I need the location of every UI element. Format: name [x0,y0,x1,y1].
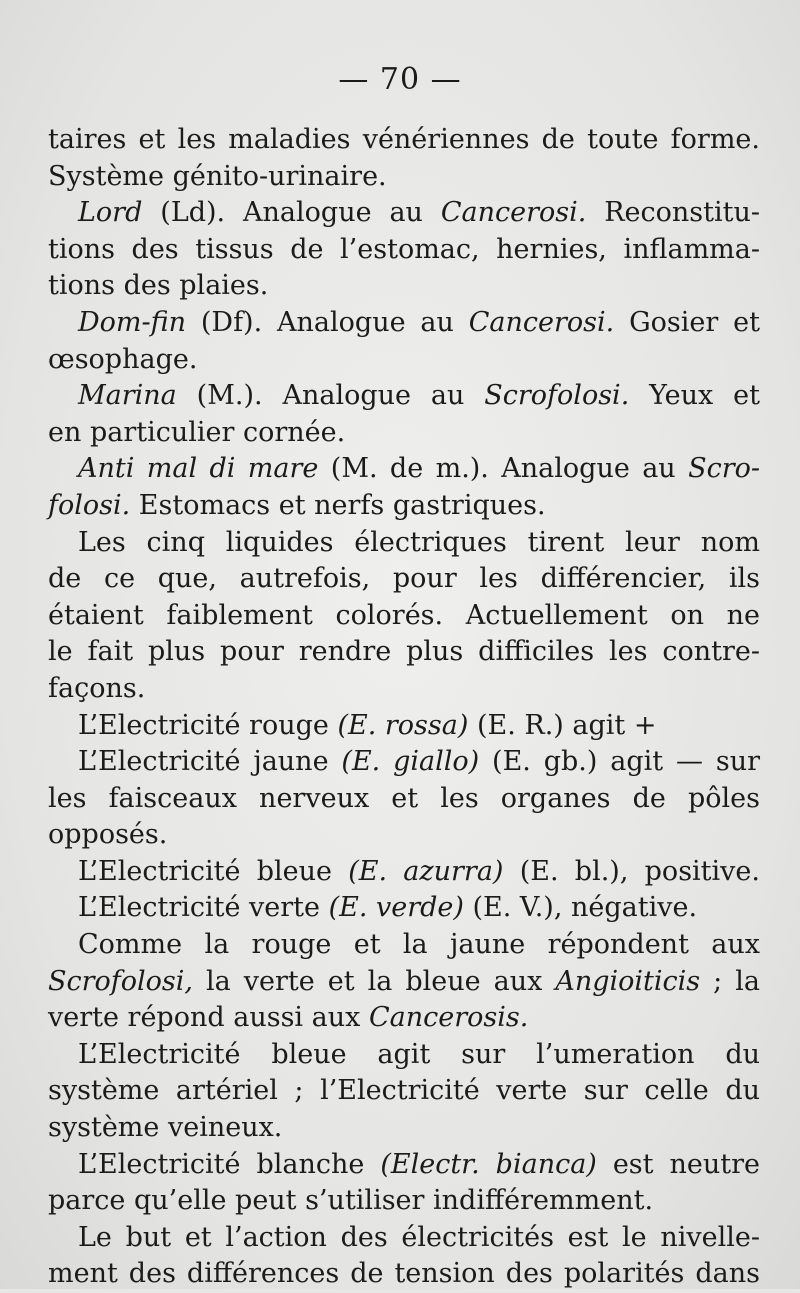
italic-text: Marina [78,380,177,412]
text-run: L’Electricité verte [78,892,329,924]
italic-text: Cancerosi. [468,306,615,338]
text-line [48,708,760,745]
text-line [48,817,760,854]
text-run: tions des tissus de l’estomac, hernies, inflamma- [48,233,760,265]
text-line [48,1256,760,1293]
text-run: ment des différences de tension des polarités dans [48,1258,760,1290]
text-line [48,488,760,525]
text-run: système artériel ; l’Electricité verte sur celle du [48,1075,760,1107]
text-run: Gosier et [614,306,760,338]
text-run: (E. V.), négative. [463,892,698,924]
text-line [48,634,760,671]
text-run: L’Electricité blanche [78,1148,381,1180]
text-line [48,268,760,305]
text-line [48,927,760,964]
text-line [48,342,760,379]
text-run: Les cinq liquides électriques tirent leur nom [78,526,760,558]
text-line [48,964,760,1001]
text-run: L’Electricité bleue agit sur l’umeration du [78,1038,760,1070]
italic-text: Angioiticis [555,965,701,997]
text-run: la verte et la bleue aux [193,965,556,997]
text-line [48,195,760,232]
text-run: (Df). Analogue au [186,306,469,338]
text-line [48,1110,760,1147]
text-line [48,159,760,196]
text-run: œsophage. [48,343,198,375]
italic-text: Cancerosi. [440,197,587,229]
text-line [48,744,760,781]
text-run: étaient faiblement colorés. Actuellement on ne [48,599,760,631]
text-run: L’Electricité rouge [78,709,338,741]
italic-text: Scrofolosi. [484,380,630,412]
text-line [48,122,760,159]
text-line [48,854,760,891]
text-line [48,1147,760,1184]
italic-text: (E. azurra) [348,855,504,887]
text-run: le fait plus pour rendre plus difficiles les contre- [48,636,760,668]
text-run: de ce que, autrefois, pour les différencier, ils [48,563,760,595]
text-run: tions des plaies. [48,270,269,302]
text-line [48,415,760,452]
text-line [48,890,760,927]
text-line [48,451,760,488]
text-line [48,1073,760,1110]
text-run: Estomacs et nerfs gastriques. [130,489,546,521]
text-line [48,671,760,708]
text-run: façons. [48,672,146,704]
text-run: système veineux. [48,1112,283,1144]
text-run: ; la [700,965,760,997]
text-run: L’Electricité jaune [78,746,342,778]
text-line [48,1000,760,1037]
text-line [48,561,760,598]
text-run: les faisceaux nerveux et les organes de pôles [48,782,760,814]
text-run: Comme la rouge et la jaune répondent aux [78,929,760,961]
text-run: est neutre [596,1148,760,1180]
text-run: verte répond aussi aux [48,1002,369,1034]
italic-text: (E. giallo) [341,746,480,778]
italic-text: (E. rossa) [337,709,469,741]
text-run: (Ld). Analogue au [142,197,441,229]
text-line [48,1183,760,1220]
italic-text: Cancerosis. [368,1002,529,1034]
text-run: Le but et l’action des électricités est le nivelle- [78,1221,760,1253]
italic-text: Anti mal di mare [78,453,319,485]
italic-text: (Electr. bianca) [380,1148,597,1180]
text-line [48,1220,760,1257]
text-line [48,1037,760,1074]
italic-text: Dom-fin [78,306,187,338]
body-text [48,122,760,1293]
text-line [48,781,760,818]
italic-text: Scrofolosi, [48,965,193,997]
text-run: (E. bl.), positive. [503,855,760,887]
text-run: en particulier cornée. [48,416,346,448]
text-run: Système génito-urinaire. [48,160,387,192]
text-run: taires et les maladies vénériennes de toute forme. [48,124,760,155]
italic-text: (E. verde) [328,892,464,924]
text-run: opposés. [48,819,168,851]
text-line [48,378,760,415]
text-run: (E. gb.) agit — sur [479,746,760,778]
text-line [48,232,760,269]
text-run: (E. R.) agit + [468,709,657,741]
text-line [48,598,760,635]
text-line [48,525,760,562]
text-run: Reconstitu- [586,197,760,229]
italic-text: Scro- [688,453,760,485]
text-run: L’Electricité bleue [78,855,349,887]
page-number: — 70 — [338,62,462,97]
text-run: parce qu’elle peut s’utiliser indifféremment. [48,1185,654,1217]
text-run: Yeux et [629,380,760,412]
italic-text: Lord [78,197,143,229]
text-run: (M.). Analogue au [176,380,485,412]
text-line [48,305,760,342]
text-run: (M. de m.). Analogue au [318,453,689,485]
italic-text: folosi. [48,489,131,521]
